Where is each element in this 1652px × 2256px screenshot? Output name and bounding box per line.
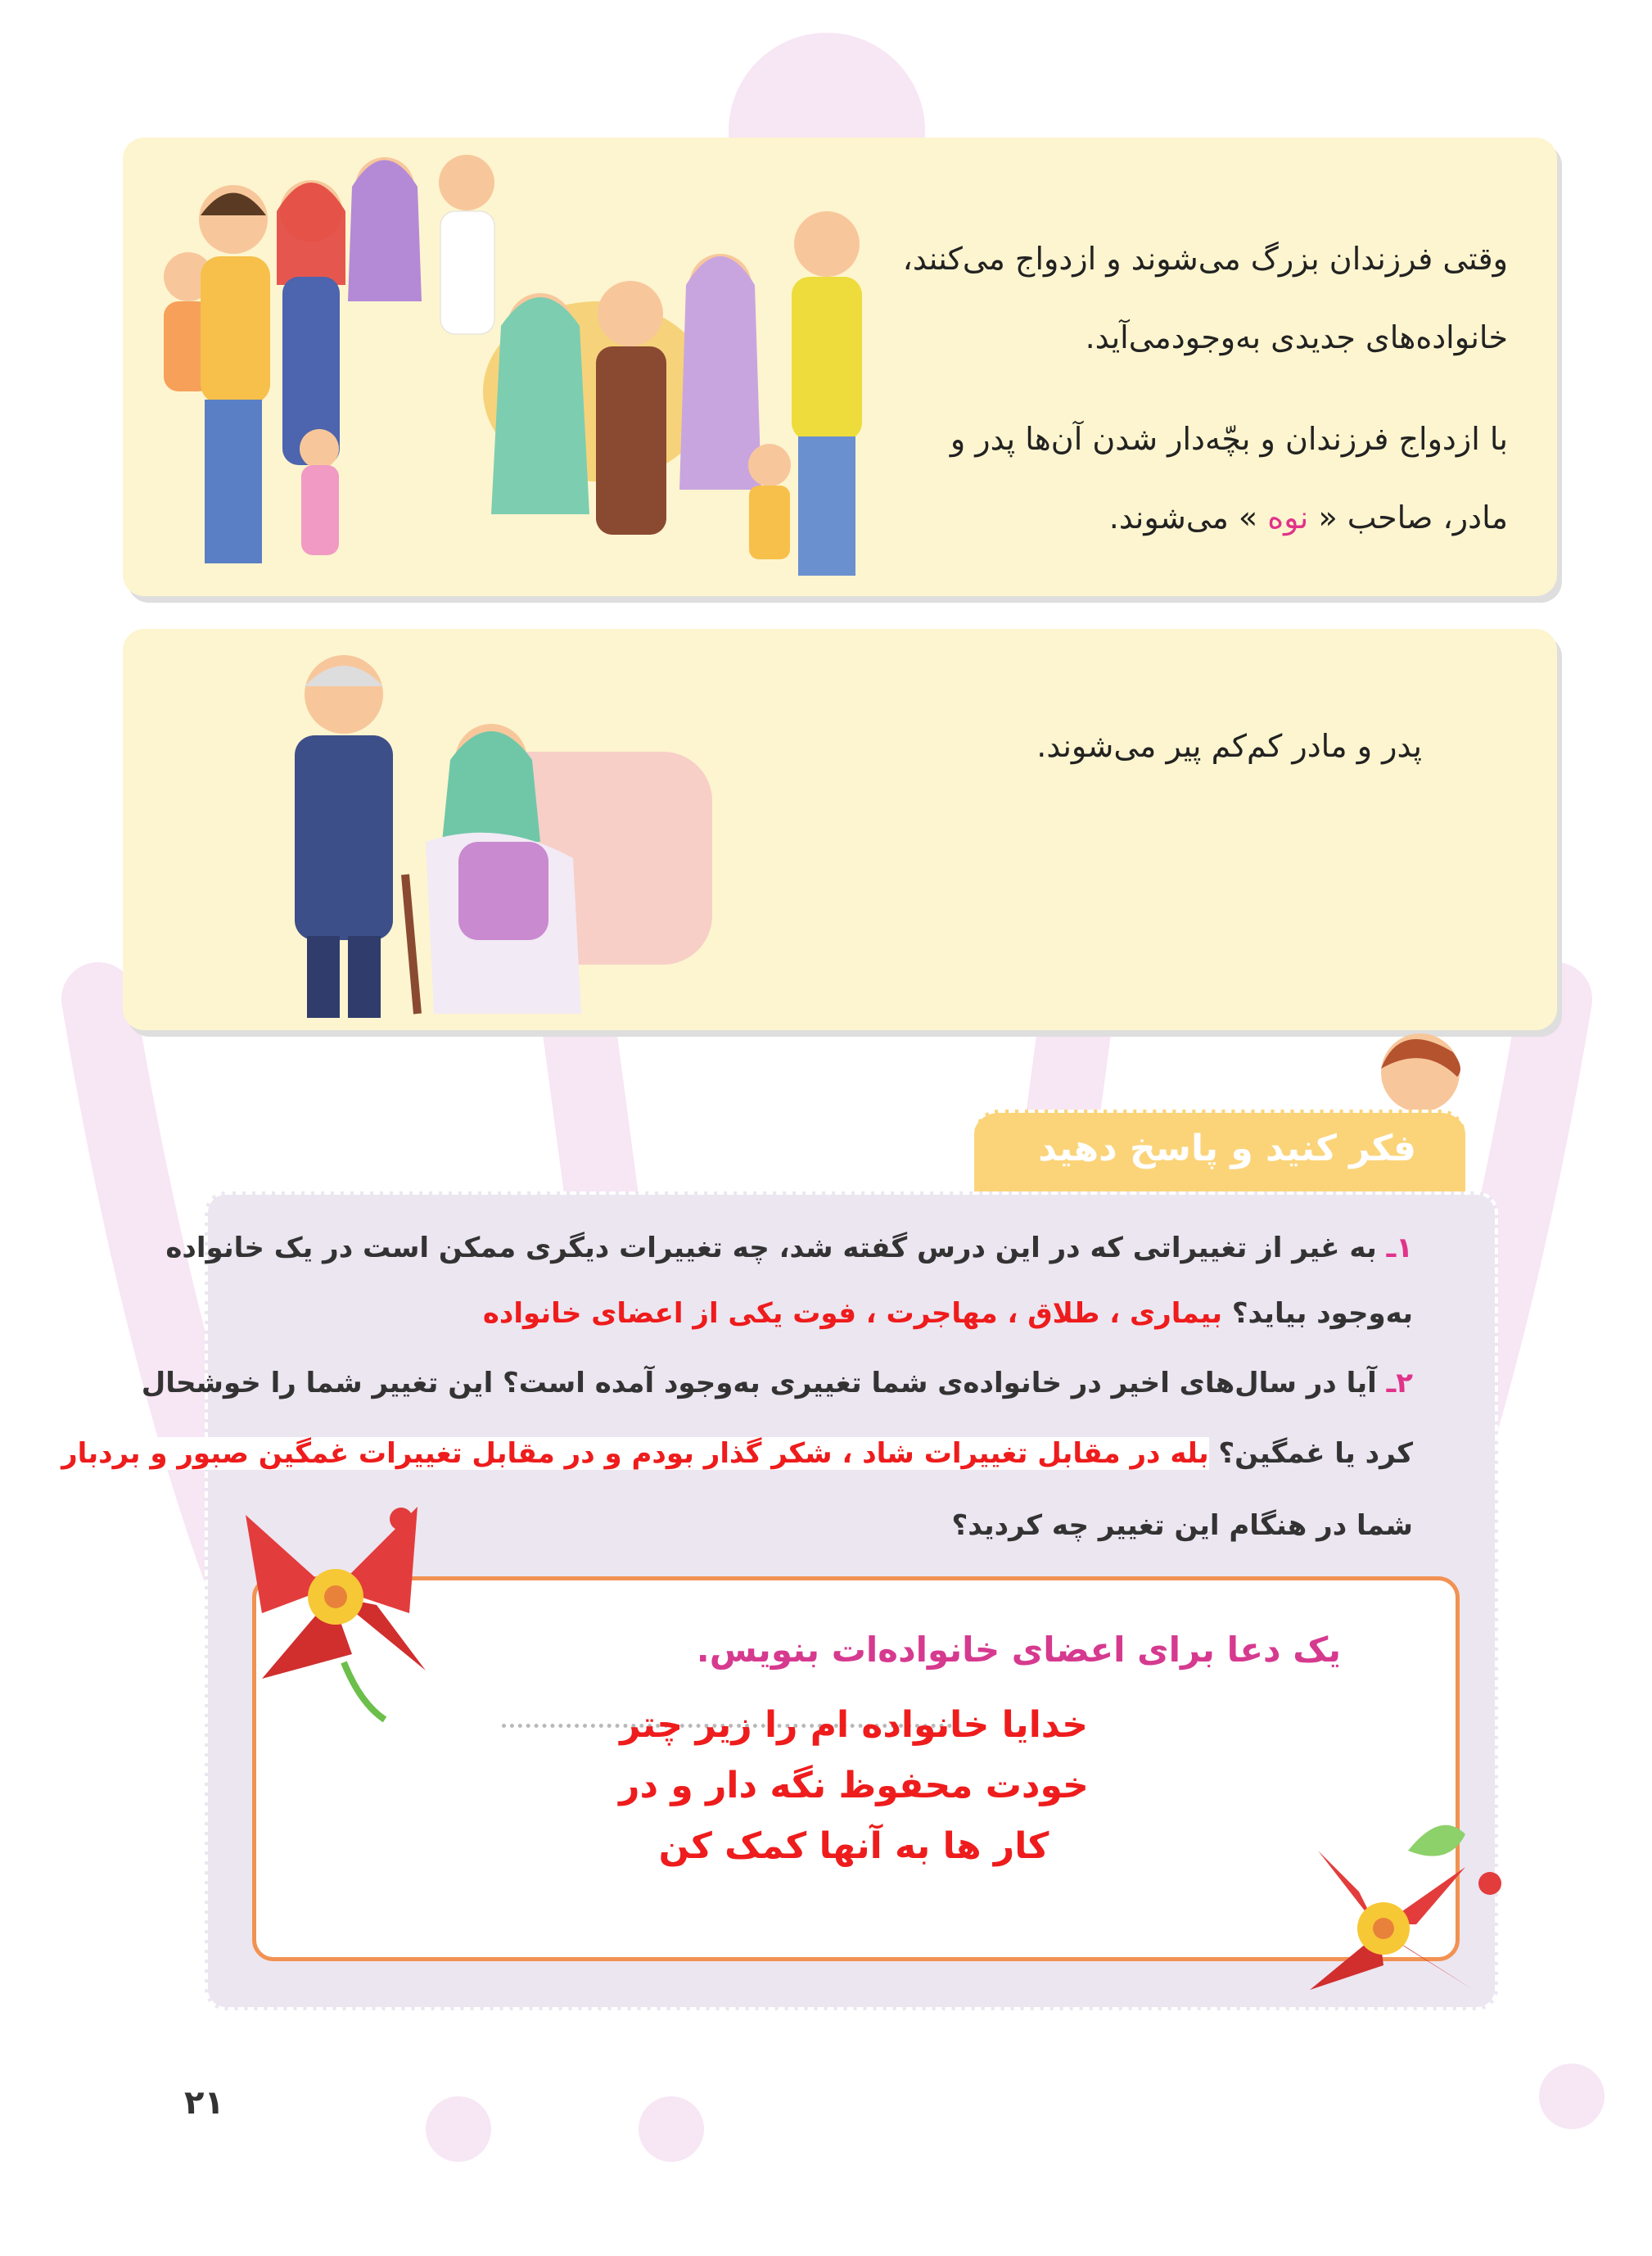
question-1-text-cont: به‌وجود بیاید؟ (1221, 1297, 1413, 1330)
card1-line: خانواده‌های جدیدی به‌وجود‌می‌آید. (1085, 319, 1508, 355)
card1-text-fragment: » می‌شوند. (1108, 500, 1268, 536)
card1-line: با ازدواج فرزندان و بچّه‌دار شدن آن‌ها پدر و (950, 421, 1508, 457)
question-1-line-1 (165, 1232, 1413, 1264)
think-and-answer-title: فکر کنید و پاسخ دهید (1038, 1128, 1416, 1169)
grandchild-keyword: نوه (1267, 500, 1309, 536)
pink-flower-decoration (1253, 1802, 1514, 2047)
prayer-answer-line: خدایا خانواده ام را زیر چتر (620, 1704, 1088, 1746)
prayer-answer-line: کار ها به آنها کمک کن (658, 1825, 1049, 1867)
question-2-number: ۲ـ (1386, 1367, 1413, 1399)
question-2-answer: بله در مقابل تغییرات شاد ، شکر گذار بودم و در مقابل تغییرات غمگین صبور و بردبار (61, 1437, 1209, 1470)
question-2-line-1 (142, 1367, 1413, 1399)
prayer-answer-line: خودت محفوظ نگه دار و در (619, 1765, 1089, 1806)
card1-paragraph-1 (869, 219, 1508, 377)
think-and-answer-header (974, 1110, 1465, 1191)
question-1-answer: بیماری ، طلاق ، مهاجرت ، فوت یکی از اعضای خانواده (482, 1297, 1222, 1330)
family-card (123, 138, 1557, 596)
question-2-line-2 (61, 1437, 1413, 1470)
question-1-text: به غیر از تغییراتی که در این درس گفته شد، چه تغییرات دیگری ممکن است در یک خانواده (165, 1232, 1387, 1264)
prayer-answer (608, 1695, 1099, 1877)
elderly-couple-illustration (229, 629, 737, 1030)
extended-family-illustration (123, 138, 909, 596)
question-2-text-cont: کرد یا غمگین؟ (1208, 1437, 1413, 1470)
card1-text-fragment: مادر، صاحب « (1308, 500, 1508, 536)
page-number: ۲۱ (184, 2084, 224, 2122)
question-1-line-2 (483, 1297, 1413, 1330)
card1-line: وقتی فرزندان بزرگ می‌شوند و ازدواج می‌کنند، (902, 241, 1508, 277)
card1-paragraph-2 (869, 400, 1508, 557)
question-1-number: ۱ـ (1386, 1232, 1413, 1264)
red-flower-decoration (229, 1482, 450, 1728)
elderly-card (123, 629, 1557, 1030)
card1-line (869, 478, 1508, 557)
prayer-title: یک دعا برای اعضای خانواده‌ات بنویس. (696, 1630, 1341, 1670)
question-2-text-end: شما در هنگام این تغییر چه کردید؟ (951, 1509, 1413, 1542)
question-2-text: آیا در سال‌های اخیر در خانواده‌ی شما تغییری به‌وجود آمده است؟ این تغییر شما را خوشحال (141, 1367, 1387, 1399)
card2-text: پدر و مادر کم‌کم پیر می‌شوند. (1036, 728, 1422, 764)
question-2-line-3 (952, 1509, 1413, 1542)
